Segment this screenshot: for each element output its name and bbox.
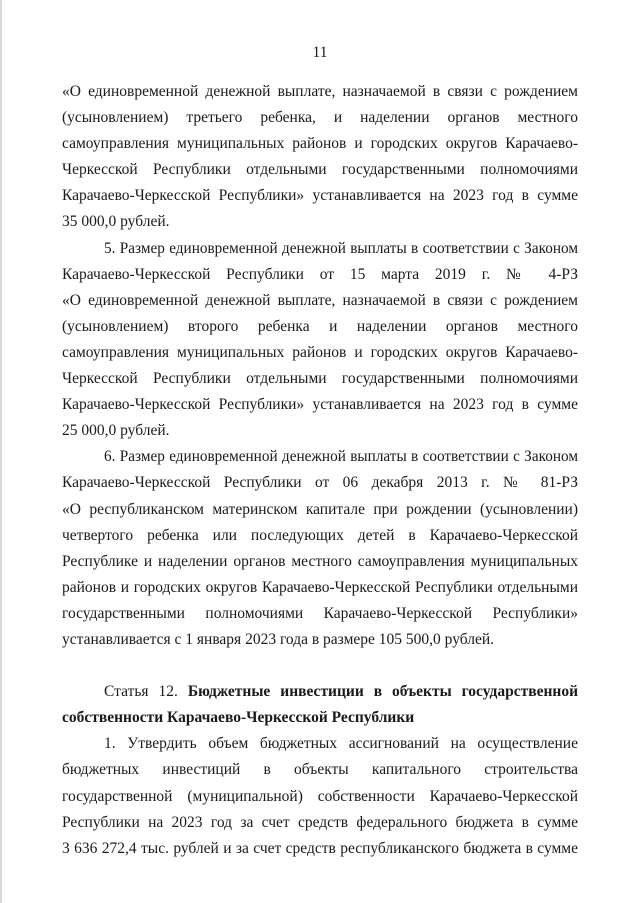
text-line: устанавливается с 1 января 2023 года в размере 105 500,0 рублей.: [62, 630, 495, 648]
page-number: 11: [312, 44, 328, 61]
text-line: «О единовременной денежной выплате, назначаемой в связи с рождением: [62, 291, 578, 309]
text-line: самоуправления муниципальных районов и городских округов Карачаево-: [62, 135, 578, 153]
text-line: государственной (муниципальной) собственности Карачаево-Черкесской: [62, 787, 578, 805]
text-line: 6. Размер единовременной денежной выплаты в соответствии с Законом: [104, 448, 578, 466]
text-line: Карачаево-Черкесской Республики от 15 марта 2019 г. № 4-РЗ: [62, 265, 578, 283]
page-edge: [0, 0, 2, 903]
text-line: государственными полномочиями Карачаево-Черкесской Республики»: [62, 604, 578, 622]
text-line: 35 000,0 рублей.: [62, 213, 170, 231]
document-body: [62, 79, 578, 862]
text-line: «О республиканском материнском капитале при рождении (усыновлении): [62, 500, 578, 518]
text-line: 1. Утвердить объем бюджетных ассигнований на осуществление: [104, 735, 578, 753]
paragraph-item-6: [62, 444, 578, 653]
text-line: (усыновлением) третьего ребенка, и наделении органов местного: [62, 109, 578, 127]
paragraph-item-4-continuation: [62, 79, 578, 236]
text-line: 5. Размер единовременной денежной выплаты в соответствии с Законом: [104, 239, 578, 257]
article-heading-line: [62, 679, 578, 705]
text-line: (усыновлением) второго ребенка и наделении органов местного: [62, 317, 578, 335]
text-line: четвертого ребенка или последующих детей в Карачаево-Черкесской: [62, 526, 578, 544]
article-paragraph-1: [62, 731, 578, 861]
text-line: 25 000,0 рублей.: [62, 422, 170, 440]
text-line: Черкесской Республики отдельными государственными полномочиями: [62, 370, 578, 388]
article-title-continuation: собственности Карачаево-Черкесской Республики: [62, 709, 415, 727]
text-line: Черкесской Республики отдельными государственными полномочиями: [62, 161, 578, 179]
text-line: Республики на 2023 год за счет средств федерального бюджета в сумме: [62, 813, 578, 831]
text-line: Республике и наделении органов местного самоуправления муниципальных: [62, 552, 578, 570]
paragraph-item-5: [62, 236, 578, 445]
article-heading: [62, 679, 578, 731]
text-line: «О единовременной денежной выплате, назначаемой в связи с рождением: [62, 83, 578, 100]
text-line: районов и городских округов Карачаево-Черкесской Республики отдельными: [62, 578, 578, 596]
text-line: Карачаево-Черкесской Республики» устанавливается на 2023 год в сумме: [62, 187, 578, 205]
article-label: Статья 12.: [104, 683, 178, 701]
text-line: 3 636 272,4 тыс. рублей и за счет средств республиканского бюджета в сумме: [62, 839, 578, 857]
text-line: бюджетных инвестиций в объекты капитального строительства: [62, 761, 578, 779]
text-line: самоуправления муниципальных районов и городских округов Карачаево-: [62, 343, 578, 361]
text-line: Карачаево-Черкесской Республики» устанавливается на 2023 год в сумме: [62, 396, 578, 414]
article-title: Бюджетные инвестиции в объекты государственной: [187, 683, 578, 701]
text-line: Карачаево-Черкесской Республики от 06 декабря 2013 г. № 81-РЗ: [62, 474, 578, 492]
blank-line: [62, 653, 578, 679]
